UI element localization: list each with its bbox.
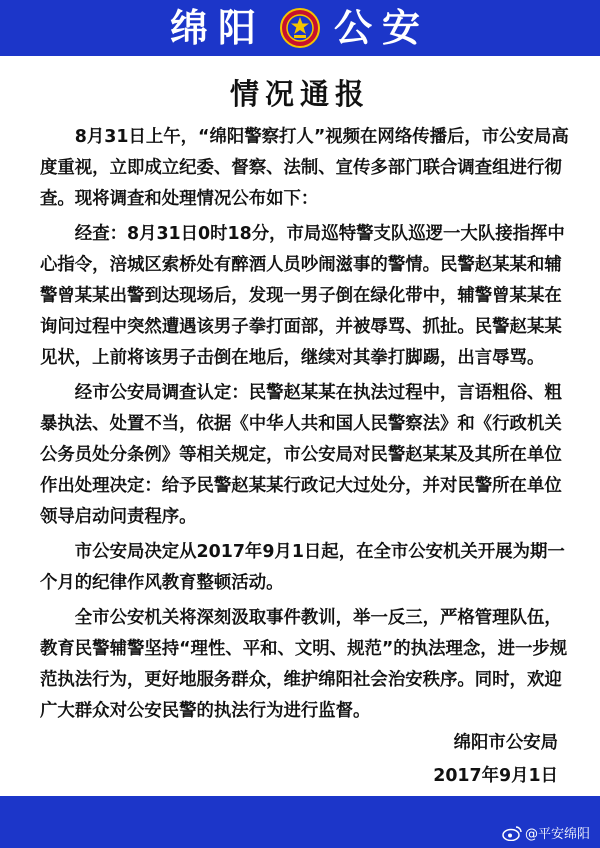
paragraph: 经查：8月31日0时18分，市局巡特警支队巡逻一大队接指挥中心指令，涪城区索桥处有醉酒人员吵闹滋事的警情。民警赵某某和辅警曾某某出警到达现场后，发现一男子倒在绿化带中，辅警曾某某在询问过程中突然遭遇该男子拳打面部，并被辱骂、抓扯。民警赵某某见状，上前将该男子击倒在地后，继续对其拳打脚踢，出言辱骂。 [40,224,565,368]
watermark-text: @平安绵阳 [524,827,590,842]
paragraph: 8月31日上午，“绵阳警察打人”视频在网络传播后，市公安局高度重视，立即成立纪委、督察、法制、宣传多部门联合调查组进行彻查。现将调查和处理情况公布如下： [40,127,569,209]
header-banner [0,0,600,56]
document-body [40,122,570,731]
paragraph: 市公安局决定从2017年9月1日起，在全市公安机关开展为期一个月的纪律作风教育整顿活动。 [40,542,565,593]
header-title-left: 绵阳 [169,6,266,50]
police-emblem-icon [280,8,320,48]
weibo-icon [502,825,522,841]
signature-date: 2017年9月1日 [433,766,558,786]
document-title: 情况通报 [229,77,370,111]
header-title-right: 公安 [334,6,431,50]
signature-block [433,727,558,793]
paragraph: 经市公安局调查认定：民警赵某某在执法过程中，言语粗俗、粗暴执法、处置不当，依据《中华人共和国人民警察法》和《行政机关公务员处分条例》等相关规定，市公安局对民警赵某某及其所在单位作出处理决定：给予民警赵某某行政记大过处分，并对民警所在单位领导启动问责程序。 [40,383,562,527]
signature-org: 绵阳市公安局 [453,733,558,753]
watermark [502,823,590,842]
paragraph: 全市公安机关将深刻汲取事件教训，举一反三，严格管理队伍，教育民警辅警坚持“理性、平和、文明、规范”的执法理念，进一步规范执法行为，更好地服务群众，维护绵阳社会治安秩序。同时，欢迎广大群众对公安民警的执法行为进行监督。 [40,608,568,721]
